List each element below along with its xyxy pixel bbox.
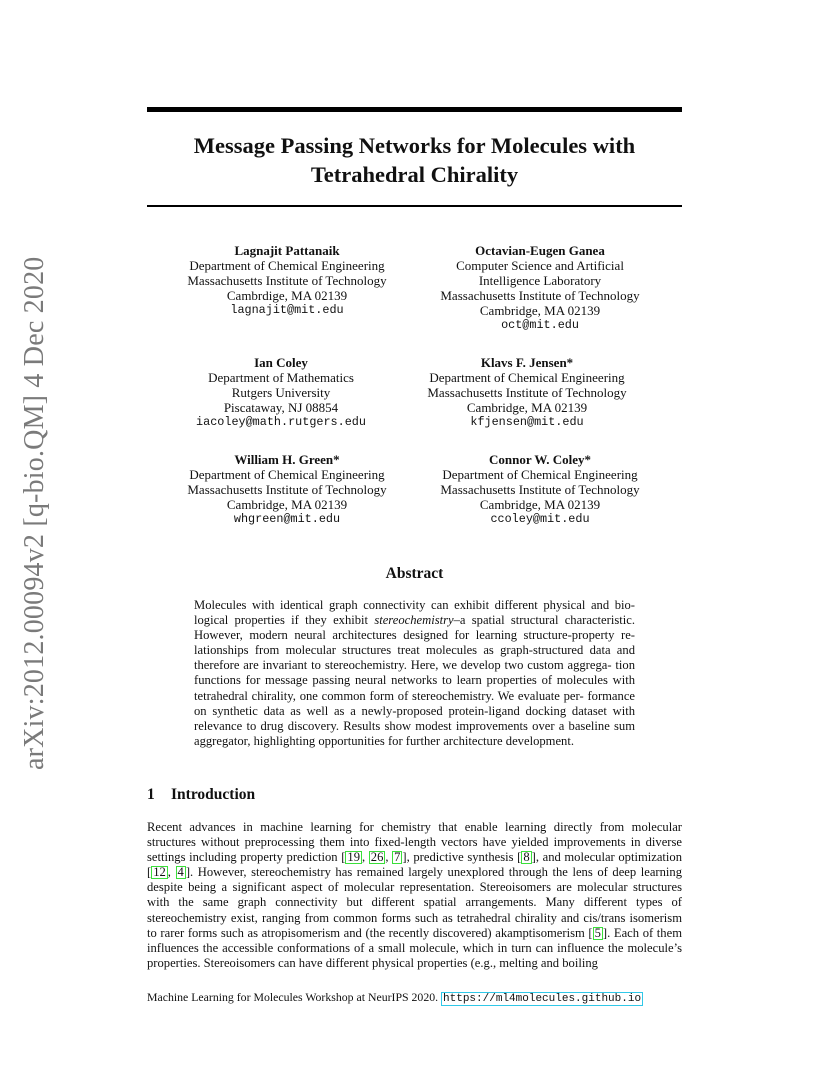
section-title: Introduction <box>171 786 256 803</box>
author-affiliation: Department of Chemical Engineering <box>429 370 625 385</box>
citation-link[interactable]: 12 <box>153 865 166 880</box>
author-email[interactable]: ccoley@mit.edu <box>490 512 590 526</box>
abstract-heading: Abstract <box>385 565 444 582</box>
author-address: Cambridge, MA 02139 <box>479 303 601 318</box>
author-affiliation: Intelligence Laboratory <box>478 273 602 288</box>
author-name: Klavs F. Jensen* <box>480 355 574 370</box>
author-name: Connor W. Coley* <box>489 452 591 467</box>
abstract-line: lationships from molecular structures treat molecules as graph-structured data and <box>194 643 635 658</box>
abstract-line: development. <box>505 733 574 748</box>
abstract-line: therefore are invariant to stereochemistry. Here, we develop two custom aggrega- <box>194 658 612 673</box>
abstract-line: tion functions for message passing neural networks to learn properties of molecules <box>194 658 636 688</box>
footer-url-link[interactable]: https://ml4molecules.github.io <box>443 993 642 1005</box>
author-block-6 <box>390 452 690 527</box>
abstract-line: However, modern neural architectures designed for learning structure-property re- <box>194 628 635 643</box>
abstract-emphasis: stereochemistry <box>374 613 454 628</box>
abstract-text <box>194 598 635 749</box>
section-number: 1 <box>147 786 155 803</box>
title-line-1: Message Passing Networks for Molecules with <box>193 133 636 158</box>
author-address: Cambrdige, MA 02139 <box>226 288 348 303</box>
abstract-line: dataset with relevance to drug discovery. Results show modest improvements <box>194 703 635 733</box>
intro-text: , predictive synthesis <box>406 850 518 865</box>
intro-paragraph: Recent advances in machine learning for chemistry that enable learning directly from molecular structures without preprocessing them into fixed-length vectors have yielded improvements in diverse settings including property prediction [ 19 , 26 , 7 ], predictive synthesis [ 8 ], and molecular optimization [ 12 , 4 ]. However, stereochemistry has remained largely unexplored through the lens of deep learning despite being a significant aspect of molecular representation. Stereoisomers are molecular structures with the same graph connectivity but different spatial arrangements. Many different types of stereochemistry exist, ranging from common forms such as tetrahedral chirality and cis/trans isomerism to rarer forms such as atropisomerism and (the recently discovered) akamptisomerism [ 5 ]. Each of them influences the accessible conformations of a small molecule, which in turn can influence the molecule’s properties. Stereoisomers can have different physical properties (e.g., melting and boiling <box>147 820 683 970</box>
author-affiliation: Rutgers University <box>231 385 331 400</box>
citation-link[interactable]: 7 <box>394 850 401 865</box>
abstract-line: over a baseline sum aggregator, highlighting opportunities for further architecture <box>194 718 636 748</box>
author-name: Lagnajit Pattanaik <box>234 243 340 258</box>
citation-link[interactable]: 4 <box>177 865 184 880</box>
intro-text: . However, stereochemistry has remained largely unexplored through the lens of deep learning despite being a significant aspect of molecular representation. Stereoisomers are molecular structures with the same graph connectivity but different spatial arrangements. Many different types of stereochemistry exist, ranging from common forms such as tetrahedral chirality and cis/trans isomerism to rarer forms such as atropisomerism and (the recently discovered) akamptisomerism <box>147 865 683 940</box>
author-affiliation: Massachusetts Institute of Technology <box>187 273 387 288</box>
author-address: Cambridge, MA 02139 <box>466 400 588 415</box>
citation-link[interactable]: 26 <box>370 850 384 865</box>
footer-note <box>147 990 643 1005</box>
author-affiliation: Department of Chemical Engineering <box>189 258 385 273</box>
author-affiliation: Massachusetts Institute of Technology <box>440 288 640 303</box>
abstract-line: with tetrahedral chirality, one common form of stereochemistry. We evaluate per- <box>194 673 635 703</box>
intro-text: . Each of them influences the accessible conformations of a small molecule, which in turn can influence the molecule’s properties. Stereoisomers can have different physical properties (e.g., melting and boiling <box>147 925 682 970</box>
author-affiliation: Massachusetts Institute of Technology <box>187 482 387 497</box>
abstract-line: logical properties if they exhibit <box>194 613 369 628</box>
author-name: William H. Green* <box>234 452 340 467</box>
abstract-line: –a spatial structural characteristic. <box>453 613 635 628</box>
author-affiliation: Department of Chemical Engineering <box>189 467 385 482</box>
author-address: Cambridge, MA 02139 <box>226 497 348 512</box>
author-email[interactable]: oct@mit.edu <box>501 318 579 332</box>
title-top-rule <box>147 107 682 112</box>
author-name: Ian Coley <box>254 355 308 370</box>
footer-text: Machine Learning for Molecules Workshop at NeurIPS 2020. <box>147 990 439 1004</box>
author-email[interactable]: whgreen@mit.edu <box>233 512 341 526</box>
author-affiliation: Department of Chemical Engineering <box>442 467 638 482</box>
title-line-2: Tetrahedral Chirality <box>310 162 519 187</box>
author-block-2 <box>390 243 690 333</box>
author-affiliation: Massachusetts Institute of Technology <box>427 385 627 400</box>
citation-link[interactable]: 5 <box>594 925 601 940</box>
author-email[interactable]: lagnajit@mit.edu <box>230 303 344 317</box>
citation-link[interactable]: 8 <box>523 850 530 865</box>
author-name: Octavian-Eugen Ganea <box>475 243 605 258</box>
author-affiliation: Massachusetts Institute of Technology <box>440 482 640 497</box>
citation-link[interactable]: 19 <box>347 850 360 865</box>
author-address: Piscataway, NJ 08854 <box>223 400 339 415</box>
author-email[interactable]: kfjensen@mit.edu <box>470 415 584 429</box>
title-bottom-rule <box>147 205 682 207</box>
paper-title <box>147 131 682 189</box>
author-address: Cambridge, MA 02139 <box>479 497 601 512</box>
author-affiliation: Computer Science and Artificial <box>456 258 624 273</box>
abstract-line: formance on synthetic data as well as a newly-proposed protein-ligand docking <box>194 688 635 718</box>
author-email[interactable]: iacoley@math.rutgers.edu <box>196 415 366 429</box>
intro-text: , and molecular optimization <box>535 850 683 865</box>
section-heading <box>147 786 255 804</box>
intro-text: Recent advances in machine learning for chemistry that enable learning directly from molecular structures without preprocessing them into fixed-length vectors have yielded improvements in diverse settings including property prediction <box>147 820 682 865</box>
author-affiliation: Department of Mathematics <box>208 370 354 385</box>
arxiv-identifier: arXiv:2012.00094v2 [q-bio.QM] 4 Dec 2020 <box>19 256 50 770</box>
abstract-line: Molecules with identical graph connectivity can exhibit different physical and bio- <box>194 598 635 612</box>
author-block-4 <box>377 355 677 430</box>
